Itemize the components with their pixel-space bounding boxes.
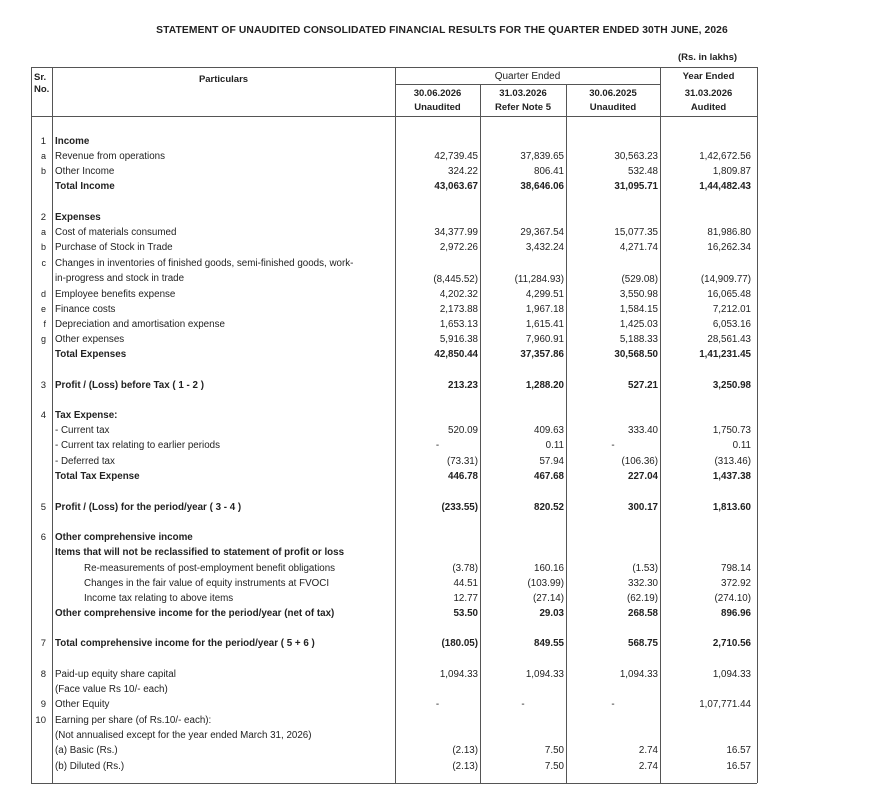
row-value-col2: 37,357.86 xyxy=(520,349,564,360)
row-value-col3: (106.36) xyxy=(621,456,658,467)
row-value-col3: 527.21 xyxy=(628,380,658,391)
row-value-col4: 6,053.16 xyxy=(712,319,751,330)
row-value-col4: 2,710.56 xyxy=(712,638,751,649)
row-value-col1: 2,173.88 xyxy=(439,304,478,315)
col3-date: 30.06.2025 xyxy=(589,88,637,99)
row-sr-number: 6 xyxy=(40,532,46,543)
row-label: Income tax relating to above items xyxy=(84,593,234,604)
row-value-col2: 1,615.41 xyxy=(525,319,564,330)
row-value-col2: 1,094.33 xyxy=(525,669,564,680)
table-bottom-rule xyxy=(31,783,757,784)
row-value-col3: 1,584.15 xyxy=(619,304,658,315)
row-value-col1: 446.78 xyxy=(448,471,478,482)
row-value-col2: 7.50 xyxy=(544,745,564,756)
row-label: Total Income xyxy=(55,181,115,192)
column-rule xyxy=(31,67,32,783)
row-value-col4: 1,437.38 xyxy=(712,471,751,482)
row-sub-letter: c xyxy=(41,258,46,268)
row-label: Tax Expense: xyxy=(55,410,118,421)
row-sub-letter: g xyxy=(40,334,46,344)
row-value-col1: - xyxy=(435,699,440,710)
row-label: Profit / (Loss) before Tax ( 1 - 2 ) xyxy=(55,380,204,391)
row-label: Other comprehensive income for the period/year (net of tax) xyxy=(55,608,335,619)
row-value-col2: 1,288.20 xyxy=(525,380,564,391)
row-label: Other expenses xyxy=(55,334,125,345)
row-value-col3: 3,550.98 xyxy=(619,289,658,300)
row-value-col1: 44.51 xyxy=(453,578,478,589)
row-value-col4: 81,986.80 xyxy=(707,227,751,238)
row-sub-letter: e xyxy=(40,304,46,314)
col1-date: 30.06.2026 xyxy=(413,88,462,99)
row-value-col3: 5,188.33 xyxy=(619,334,658,345)
row-value-col4: 16.57 xyxy=(726,745,751,756)
row-value-col4: 1,42,672.56 xyxy=(699,151,751,162)
row-value-col3: 4,271.74 xyxy=(619,242,658,253)
row-label: Earning per share (of Rs.10/- each): xyxy=(55,715,212,726)
row-label: Total Expenses xyxy=(55,349,127,360)
row-label: Other Equity xyxy=(55,699,110,710)
row-value-col3: 2.74 xyxy=(638,761,658,772)
row-value-col3: 30,568.50 xyxy=(614,349,658,360)
row-value-col2: 1,967.18 xyxy=(525,304,564,315)
row-value-col3: (1.53) xyxy=(632,563,658,574)
row-sub-letter: b xyxy=(40,242,46,252)
row-value-col4: 16.57 xyxy=(726,761,751,772)
row-value-col1: (2.13) xyxy=(452,745,478,756)
row-label: Profit / (Loss) for the period/year ( 3 - 4 ) xyxy=(55,502,242,513)
row-label: Other comprehensive income xyxy=(55,532,193,543)
column-rule xyxy=(660,67,661,783)
row-value-col3: 333.40 xyxy=(628,425,658,436)
row-value-col1: 53.50 xyxy=(453,608,478,619)
row-label: Total Tax Expense xyxy=(55,471,140,482)
row-value-col2: 38,646.06 xyxy=(520,181,564,192)
column-rule xyxy=(395,67,396,783)
row-value-col2: 849.55 xyxy=(534,638,564,649)
row-value-col2: 806.41 xyxy=(534,166,564,177)
row-value-col4: (14,909.77) xyxy=(700,274,751,285)
row-label: Employee benefits expense xyxy=(55,289,176,300)
row-value-col3: 1,425.03 xyxy=(619,319,658,330)
row-value-col4: 1,44,482.43 xyxy=(699,181,751,192)
sr-no-header: Sr. xyxy=(34,72,47,83)
row-value-col1: 324.22 xyxy=(448,166,478,177)
column-rule xyxy=(757,67,758,783)
row-value-col1: (233.55) xyxy=(441,502,478,513)
col2-status: Refer Note 5 xyxy=(495,102,551,113)
row-value-col2: 57.94 xyxy=(539,456,564,467)
row-sr-number: 9 xyxy=(40,699,46,710)
row-value-col1: (73.31) xyxy=(446,456,478,467)
row-label: Expenses xyxy=(55,212,101,223)
row-value-col3: 268.58 xyxy=(628,608,658,619)
row-value-col3: 1,094.33 xyxy=(619,669,658,680)
row-value-col1: 5,916.38 xyxy=(439,334,478,345)
row-label: (b) Diluted (Rs.) xyxy=(55,761,125,772)
row-label: (a) Basic (Rs.) xyxy=(55,745,118,756)
row-value-col2: - xyxy=(521,699,525,710)
header-rule xyxy=(395,67,757,68)
row-value-col1: 520.09 xyxy=(448,425,478,436)
row-value-col4: 0.11 xyxy=(732,440,751,451)
sr-no-header-2: No. xyxy=(34,84,50,95)
col1-status: Unaudited xyxy=(414,102,461,113)
row-value-col4: 1,750.73 xyxy=(712,425,751,436)
row-value-col1: 1,094.33 xyxy=(439,669,478,680)
row-value-col1: (3.78) xyxy=(452,563,478,574)
row-value-col3: (62.19) xyxy=(626,593,658,604)
row-value-col2: (103.99) xyxy=(527,578,564,589)
row-value-col2: 409.63 xyxy=(534,425,564,436)
row-value-col2: 37,839.65 xyxy=(520,151,564,162)
row-value-col1: 42,739.45 xyxy=(434,151,478,162)
header-rule xyxy=(31,116,757,117)
row-label: Items that will not be reclassified to statement of profit or loss xyxy=(55,547,345,558)
row-value-col1: 12.77 xyxy=(453,593,478,604)
row-value-col2: (27.14) xyxy=(532,593,564,604)
row-value-col1: 42,850.44 xyxy=(434,349,478,360)
row-value-col3: (529.08) xyxy=(621,274,658,285)
row-sr-number: 1 xyxy=(40,136,46,147)
header-rule xyxy=(395,84,660,85)
row-value-col4: 1,809.87 xyxy=(712,166,751,177)
row-value-col4: 16,065.48 xyxy=(707,289,751,300)
row-value-col3: 15,077.35 xyxy=(614,227,658,238)
row-sr-number: 4 xyxy=(40,410,46,421)
row-value-col2: 7,960.91 xyxy=(525,334,564,345)
row-value-col4: 28,561.43 xyxy=(707,334,751,345)
row-sr-number: 3 xyxy=(40,380,46,391)
particulars-header: Particulars xyxy=(198,74,249,85)
row-value-col2: 29.03 xyxy=(539,608,564,619)
row-sr-number: 2 xyxy=(40,212,46,223)
row-label: Changes in the fair value of equity instruments at FVOCI xyxy=(84,578,330,589)
row-label: Total comprehensive income for the period/year ( 5 + 6 ) xyxy=(55,638,315,649)
row-sub-letter: d xyxy=(40,289,46,299)
row-value-col3: 568.75 xyxy=(628,638,658,649)
row-label: Changes in inventories of finished goods, semi-finished goods, work- xyxy=(55,258,354,269)
row-value-col2: 3,432.24 xyxy=(525,242,564,253)
row-value-col4: 798.14 xyxy=(721,563,751,574)
row-value-col3: 300.17 xyxy=(628,502,658,513)
row-value-col2: 467.68 xyxy=(534,471,564,482)
column-rule xyxy=(52,67,53,783)
row-value-col2: 29,367.54 xyxy=(520,227,564,238)
row-value-col4: 896.96 xyxy=(721,608,751,619)
column-rule xyxy=(566,84,567,783)
col4-status: Audited xyxy=(690,102,727,113)
row-label: - Deferred tax xyxy=(55,456,115,467)
year-ended-header: Year Ended xyxy=(682,71,735,82)
row-value-col1: (2.13) xyxy=(452,761,478,772)
row-value-col1: 34,377.99 xyxy=(434,227,478,238)
row-label: - Current tax relating to earlier periods xyxy=(55,440,220,451)
row-label-continued: in-progress and stock in trade xyxy=(55,273,185,284)
row-value-col4: 1,813.60 xyxy=(712,502,751,513)
row-value-col1: 1,653.13 xyxy=(439,319,478,330)
row-value-col4: 1,094.33 xyxy=(712,669,751,680)
units-label: (Rs. in lakhs) xyxy=(677,52,738,63)
row-value-col1: - xyxy=(435,440,440,451)
row-label: Depreciation and amortisation expense xyxy=(55,319,225,330)
row-value-col2: 7.50 xyxy=(544,761,564,772)
row-value-col1: (180.05) xyxy=(441,638,478,649)
col4-date: 31.03.2026 xyxy=(684,88,733,99)
row-value-col3: - xyxy=(611,440,615,451)
row-value-col2: (11,284.93) xyxy=(514,274,564,285)
row-value-col1: (8,445.52) xyxy=(433,274,478,285)
row-label: Revenue from operations xyxy=(55,151,166,162)
row-label: Paid-up equity share capital xyxy=(55,669,176,680)
row-value-col4: 1,07,771.44 xyxy=(699,699,751,710)
row-value-col4: (313.46) xyxy=(714,456,751,467)
statement-title: STATEMENT OF UNAUDITED CONSOLIDATED FINANCIAL RESULTS FOR THE QUARTER ENDED 30TH JUNE, 2026 xyxy=(156,25,728,36)
row-value-col3: 2.74 xyxy=(638,745,658,756)
row-value-col3: 227.04 xyxy=(628,471,658,482)
row-value-col3: - xyxy=(611,699,615,710)
row-value-col4: 7,212.01 xyxy=(712,304,751,315)
row-label: (Face value Rs 10/- each) xyxy=(55,684,168,695)
row-sub-letter: a xyxy=(40,227,46,237)
row-sr-number: 7 xyxy=(40,638,46,649)
row-value-col4: 1,41,231.45 xyxy=(699,349,751,360)
row-value-col3: 30,563.23 xyxy=(614,151,658,162)
row-value-col2: 820.52 xyxy=(534,502,564,513)
row-sub-letter: b xyxy=(40,166,46,176)
row-value-col4: 16,262.34 xyxy=(707,242,751,253)
row-label: Re-measurements of post-employment benefit obligations xyxy=(84,563,336,574)
row-label: Other Income xyxy=(55,166,115,177)
row-label: (Not annualised except for the year ended March 31, 2026) xyxy=(55,730,312,741)
row-sr-number: 5 xyxy=(40,502,46,513)
row-value-col1: 43,063.67 xyxy=(434,181,478,192)
row-value-col4: 372.92 xyxy=(721,578,751,589)
row-value-col3: 332.30 xyxy=(628,578,658,589)
row-value-col2: 160.16 xyxy=(534,563,564,574)
row-value-col3: 532.48 xyxy=(628,166,658,177)
row-label: Purchase of Stock in Trade xyxy=(55,242,173,253)
col3-status: Unaudited xyxy=(589,102,637,113)
row-value-col2: 0.11 xyxy=(545,440,564,451)
row-label: Cost of materials consumed xyxy=(55,227,177,238)
row-sub-letter: a xyxy=(40,151,46,161)
row-value-col4: (274.10) xyxy=(714,593,751,604)
row-label: - Current tax xyxy=(55,425,110,436)
row-label: Finance costs xyxy=(55,304,116,315)
row-value-col3: 31,095.71 xyxy=(614,181,658,192)
quarter-ended-header: Quarter Ended xyxy=(494,71,561,82)
row-value-col1: 213.23 xyxy=(448,380,478,391)
row-sr-number: 8 xyxy=(40,669,46,680)
column-rule xyxy=(480,84,481,783)
row-label: Income xyxy=(55,136,90,147)
row-sub-letter: f xyxy=(43,319,46,329)
row-value-col4: 3,250.98 xyxy=(712,380,751,391)
row-value-col2: 4,299.51 xyxy=(525,289,564,300)
row-sr-number: 10 xyxy=(35,715,46,726)
row-value-col1: 2,972.26 xyxy=(439,242,478,253)
row-value-col1: 4,202.32 xyxy=(439,289,478,300)
col2-date: 31.03.2026 xyxy=(499,88,547,99)
header-rule xyxy=(31,67,395,68)
